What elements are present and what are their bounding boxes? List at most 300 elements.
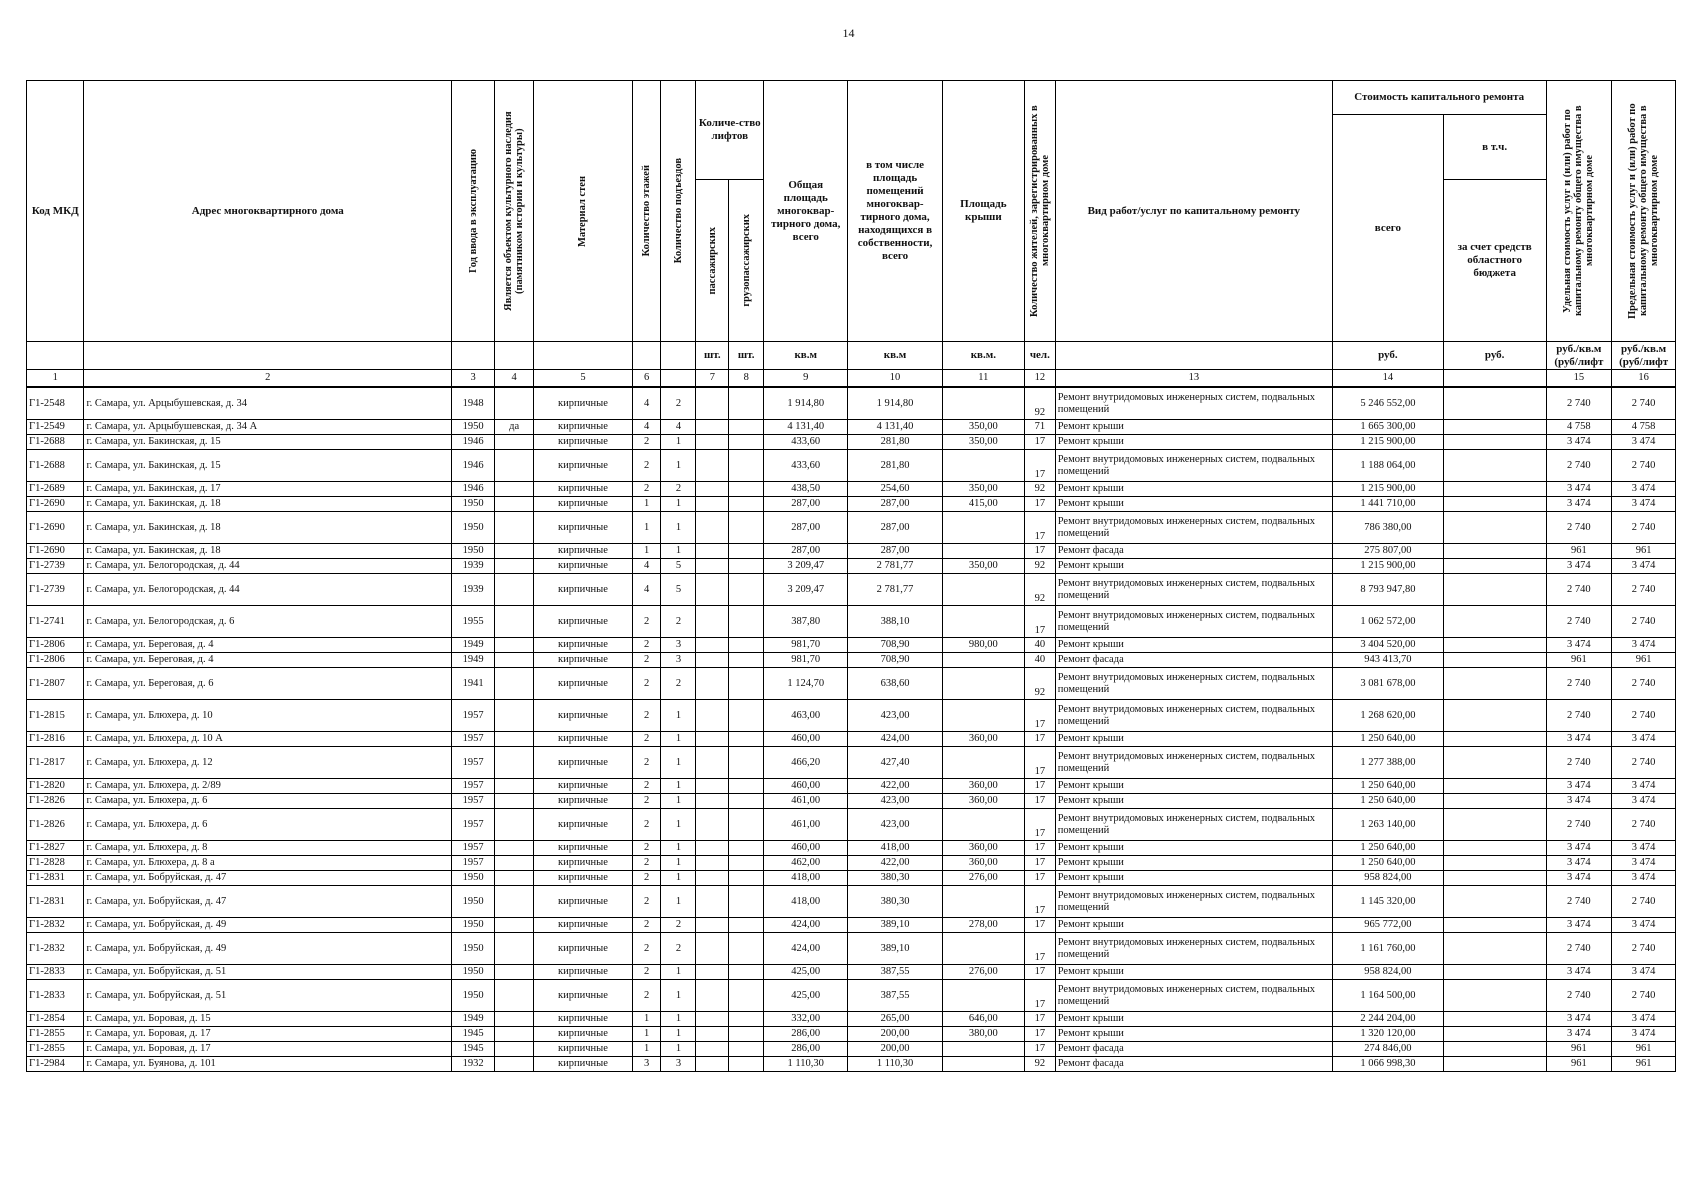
cell-lifts-passenger <box>696 653 729 668</box>
cell-lifts-cargo <box>729 794 764 809</box>
cell-year: 1950 <box>452 918 495 933</box>
cell-area-total: 4 131,40 <box>764 420 848 435</box>
cell-lifts-cargo <box>729 700 764 732</box>
cell-area-total: 438,50 <box>764 482 848 497</box>
cell-area-total: 387,80 <box>764 606 848 638</box>
cell-heritage <box>495 387 534 420</box>
cell-area-owned: 265,00 <box>848 1012 942 1027</box>
cell-address: г. Самара, ул. Бакинская, д. 18 <box>84 544 452 559</box>
table-row <box>27 512 1676 544</box>
cell-area-total: 425,00 <box>764 980 848 1012</box>
cell-floors: 4 <box>632 420 661 435</box>
cell-residents: 92 <box>1024 1057 1055 1072</box>
cell-area-owned: 422,00 <box>848 856 942 871</box>
cell-address: г. Самара, ул. Буянова, д. 101 <box>84 1057 452 1072</box>
table-row <box>27 809 1676 841</box>
cell-address: г. Самара, ул. Блюхера, д. 10 <box>84 700 452 732</box>
cell-code: Г1-2549 <box>27 420 84 435</box>
cell-cost-regional <box>1443 965 1546 980</box>
cell-cost-total: 3 081 678,00 <box>1332 668 1443 700</box>
table-row <box>27 1057 1676 1072</box>
table-row <box>27 638 1676 653</box>
table-row <box>27 1012 1676 1027</box>
cell-floors: 1 <box>632 544 661 559</box>
cell-walls: кирпичные <box>534 1057 633 1072</box>
table-row <box>27 482 1676 497</box>
cell-heritage <box>495 965 534 980</box>
cell-entrances: 2 <box>661 606 696 638</box>
cell-lifts-cargo <box>729 668 764 700</box>
cell-lifts-passenger <box>696 544 729 559</box>
cell-code: Г1-2854 <box>27 1012 84 1027</box>
cell-code: Г1-2739 <box>27 559 84 574</box>
cell-cost-regional <box>1443 574 1546 606</box>
cell-max-cost: 2 740 <box>1612 387 1676 420</box>
cell-lifts-passenger <box>696 1012 729 1027</box>
header-cost-incl: в т.ч. <box>1443 115 1546 180</box>
cell-lifts-cargo <box>729 841 764 856</box>
cell-lifts-passenger <box>696 794 729 809</box>
cell-entrances: 1 <box>661 512 696 544</box>
cell-work-type: Ремонт фасада <box>1055 544 1332 559</box>
column-number-row <box>27 370 1676 388</box>
cell-entrances: 5 <box>661 574 696 606</box>
cell-address: г. Самара, ул. Боровая, д. 17 <box>84 1042 452 1057</box>
cell-entrances: 1 <box>661 700 696 732</box>
cell-area-owned: 638,60 <box>848 668 942 700</box>
cell-floors: 1 <box>632 1027 661 1042</box>
cell-lifts-passenger <box>696 574 729 606</box>
cell-unit-cost: 3 474 <box>1546 871 1612 886</box>
cell-walls: кирпичные <box>534 387 633 420</box>
cell-area-owned: 422,00 <box>848 779 942 794</box>
cell-heritage <box>495 668 534 700</box>
cell-address: г. Самара, ул. Арцыбушевская, д. 34 <box>84 387 452 420</box>
cell-work-type: Ремонт внутридомовых инженерных систем, подвальных помещений <box>1055 574 1332 606</box>
unit-cell <box>1055 342 1332 370</box>
cell-area-total: 981,70 <box>764 653 848 668</box>
table-row <box>27 668 1676 700</box>
cell-area-total: 462,00 <box>764 856 848 871</box>
cell-year: 1957 <box>452 809 495 841</box>
cell-lifts-cargo <box>729 779 764 794</box>
cell-floors: 2 <box>632 435 661 450</box>
header-area-total: Общая площадь многоквар-тирного дома, всего <box>764 81 848 342</box>
cell-roof-area <box>942 809 1024 841</box>
cell-address: г. Самара, ул. Береговая, д. 4 <box>84 653 452 668</box>
cell-address: г. Самара, ул. Бобруйская, д. 49 <box>84 918 452 933</box>
cell-code: Г1-2833 <box>27 965 84 980</box>
cell-unit-cost: 3 474 <box>1546 482 1612 497</box>
cell-residents: 17 <box>1024 965 1055 980</box>
cell-floors: 2 <box>632 933 661 965</box>
cell-max-cost: 4 758 <box>1612 420 1676 435</box>
header-unit-cost: Удельная стоимость услуг и (или) работ по капитальному ремонту общего имущества в многоквартирном доме <box>1546 81 1612 342</box>
cell-area-total: 460,00 <box>764 841 848 856</box>
cell-lifts-cargo <box>729 809 764 841</box>
cell-floors: 1 <box>632 1042 661 1057</box>
cell-floors: 2 <box>632 809 661 841</box>
cell-area-total: 460,00 <box>764 732 848 747</box>
table-row <box>27 856 1676 871</box>
column-number: 7 <box>696 370 729 388</box>
cell-lifts-cargo <box>729 482 764 497</box>
cell-lifts-cargo <box>729 574 764 606</box>
cell-year: 1949 <box>452 638 495 653</box>
cell-roof-area: 415,00 <box>942 497 1024 512</box>
cell-area-total: 418,00 <box>764 886 848 918</box>
cell-floors: 2 <box>632 606 661 638</box>
column-number <box>1443 370 1546 388</box>
cell-address: г. Самара, ул. Блюхера, д. 6 <box>84 809 452 841</box>
cell-area-total: 3 209,47 <box>764 559 848 574</box>
table-row <box>27 841 1676 856</box>
cell-lifts-passenger <box>696 512 729 544</box>
header-heritage: Является объектом культурного наследия (памятником истории и культуры) <box>495 81 534 342</box>
cell-max-cost: 2 740 <box>1612 450 1676 482</box>
cell-walls: кирпичные <box>534 497 633 512</box>
cell-address: г. Самара, ул. Береговая, д. 6 <box>84 668 452 700</box>
cell-walls: кирпичные <box>534 1027 633 1042</box>
cell-area-owned: 281,80 <box>848 435 942 450</box>
header-max-cost: Предельная стоимость услуг и (или) работ по капитальному ремонту общего имущества в многоквартирном доме <box>1612 81 1676 342</box>
cell-cost-total: 1 277 388,00 <box>1332 747 1443 779</box>
cell-floors: 2 <box>632 965 661 980</box>
cell-floors: 2 <box>632 747 661 779</box>
cell-lifts-cargo <box>729 1042 764 1057</box>
cell-unit-cost: 3 474 <box>1546 559 1612 574</box>
cell-max-cost: 961 <box>1612 1042 1676 1057</box>
cell-floors: 4 <box>632 387 661 420</box>
cell-walls: кирпичные <box>534 980 633 1012</box>
cell-lifts-passenger <box>696 638 729 653</box>
cell-address: г. Самара, ул. Бакинская, д. 18 <box>84 512 452 544</box>
cell-area-owned: 380,30 <box>848 871 942 886</box>
cell-area-total: 287,00 <box>764 497 848 512</box>
cell-residents: 92 <box>1024 668 1055 700</box>
cell-area-total: 424,00 <box>764 918 848 933</box>
cell-unit-cost: 2 740 <box>1546 980 1612 1012</box>
cell-area-owned: 1 914,80 <box>848 387 942 420</box>
cell-walls: кирпичные <box>534 841 633 856</box>
header-roof-area: Площадь крыши <box>942 81 1024 342</box>
cell-unit-cost: 3 474 <box>1546 841 1612 856</box>
cell-year: 1957 <box>452 747 495 779</box>
cell-unit-cost: 961 <box>1546 544 1612 559</box>
cell-walls: кирпичные <box>534 809 633 841</box>
cell-entrances: 1 <box>661 841 696 856</box>
cell-lifts-cargo <box>729 606 764 638</box>
cell-cost-total: 1 250 640,00 <box>1332 779 1443 794</box>
cell-cost-regional <box>1443 700 1546 732</box>
cell-residents: 17 <box>1024 794 1055 809</box>
cell-max-cost: 3 474 <box>1612 794 1676 809</box>
cell-entrances: 1 <box>661 886 696 918</box>
cell-cost-total: 1 250 640,00 <box>1332 841 1443 856</box>
cell-cost-regional <box>1443 886 1546 918</box>
header-lifts-passenger: пассажирских <box>696 180 729 342</box>
cell-area-total: 461,00 <box>764 809 848 841</box>
cell-roof-area: 278,00 <box>942 918 1024 933</box>
unit-area-total: кв.м <box>764 342 848 370</box>
cell-roof-area <box>942 574 1024 606</box>
cell-year: 1932 <box>452 1057 495 1072</box>
cell-entrances: 2 <box>661 933 696 965</box>
cell-max-cost: 2 740 <box>1612 700 1676 732</box>
cell-roof-area: 350,00 <box>942 435 1024 450</box>
column-number: 13 <box>1055 370 1332 388</box>
cell-cost-regional <box>1443 1042 1546 1057</box>
cell-area-total: 1 110,30 <box>764 1057 848 1072</box>
cell-residents: 17 <box>1024 1012 1055 1027</box>
cell-cost-total: 1 441 710,00 <box>1332 497 1443 512</box>
cell-year: 1957 <box>452 700 495 732</box>
cell-walls: кирпичные <box>534 732 633 747</box>
cell-walls: кирпичные <box>534 1012 633 1027</box>
cell-roof-area <box>942 747 1024 779</box>
cell-year: 1949 <box>452 1012 495 1027</box>
column-number: 12 <box>1024 370 1055 388</box>
cell-floors: 2 <box>632 794 661 809</box>
table-row <box>27 871 1676 886</box>
cell-address: г. Самара, ул. Бобруйская, д. 49 <box>84 933 452 965</box>
cell-unit-cost: 2 740 <box>1546 574 1612 606</box>
cell-address: г. Самара, ул. Белогородская, д. 6 <box>84 606 452 638</box>
cell-area-owned: 380,30 <box>848 886 942 918</box>
cell-lifts-passenger <box>696 871 729 886</box>
table-row <box>27 544 1676 559</box>
cell-roof-area <box>942 1057 1024 1072</box>
cell-cost-total: 786 380,00 <box>1332 512 1443 544</box>
cell-cost-regional <box>1443 779 1546 794</box>
cell-residents: 17 <box>1024 886 1055 918</box>
cell-address: г. Самара, ул. Бакинская, д. 17 <box>84 482 452 497</box>
cell-work-type: Ремонт фасада <box>1055 1042 1332 1057</box>
cell-cost-total: 1 215 900,00 <box>1332 435 1443 450</box>
cell-roof-area <box>942 544 1024 559</box>
cell-residents: 17 <box>1024 450 1055 482</box>
cell-lifts-passenger <box>696 856 729 871</box>
cell-residents: 17 <box>1024 435 1055 450</box>
cell-roof-area: 350,00 <box>942 559 1024 574</box>
table-row <box>27 1027 1676 1042</box>
header-code: Код МКД <box>27 81 84 342</box>
cell-lifts-cargo <box>729 871 764 886</box>
cell-unit-cost: 2 740 <box>1546 668 1612 700</box>
cell-floors: 2 <box>632 668 661 700</box>
cell-year: 1950 <box>452 886 495 918</box>
cell-max-cost: 2 740 <box>1612 747 1676 779</box>
unit-lifts-passenger: шт. <box>696 342 729 370</box>
cell-work-type: Ремонт внутридомовых инженерных систем, подвальных помещений <box>1055 606 1332 638</box>
cell-year: 1950 <box>452 497 495 512</box>
cell-unit-cost: 3 474 <box>1546 1012 1612 1027</box>
cell-unit-cost: 2 740 <box>1546 809 1612 841</box>
cell-work-type: Ремонт крыши <box>1055 420 1332 435</box>
header-cost-regional: за счет средств областного бюджета <box>1443 180 1546 342</box>
cell-max-cost: 2 740 <box>1612 668 1676 700</box>
cell-cost-total: 958 824,00 <box>1332 965 1443 980</box>
cell-lifts-passenger <box>696 420 729 435</box>
table-row <box>27 965 1676 980</box>
cell-area-owned: 287,00 <box>848 497 942 512</box>
cell-area-owned: 387,55 <box>848 965 942 980</box>
cell-entrances: 2 <box>661 668 696 700</box>
cell-floors: 1 <box>632 497 661 512</box>
cell-work-type: Ремонт фасада <box>1055 1057 1332 1072</box>
cell-heritage <box>495 747 534 779</box>
cell-work-type: Ремонт внутридомовых инженерных систем, подвальных помещений <box>1055 387 1332 420</box>
cell-area-owned: 287,00 <box>848 512 942 544</box>
cell-area-total: 332,00 <box>764 1012 848 1027</box>
cell-code: Г1-2741 <box>27 606 84 638</box>
cell-area-owned: 281,80 <box>848 450 942 482</box>
cell-address: г. Самара, ул. Блюхера, д. 8 а <box>84 856 452 871</box>
cell-work-type: Ремонт крыши <box>1055 435 1332 450</box>
cell-code: Г1-2816 <box>27 732 84 747</box>
cell-year: 1948 <box>452 387 495 420</box>
cell-lifts-cargo <box>729 933 764 965</box>
cell-heritage <box>495 482 534 497</box>
cell-residents: 17 <box>1024 918 1055 933</box>
cell-cost-regional <box>1443 809 1546 841</box>
cell-cost-regional <box>1443 933 1546 965</box>
cell-work-type: Ремонт крыши <box>1055 779 1332 794</box>
cell-address: г. Самара, ул. Блюхера, д. 2/89 <box>84 779 452 794</box>
cell-address: г. Самара, ул. Блюхера, д. 10 А <box>84 732 452 747</box>
cell-cost-regional <box>1443 482 1546 497</box>
cell-unit-cost: 2 740 <box>1546 450 1612 482</box>
cell-area-owned: 424,00 <box>848 732 942 747</box>
cell-unit-cost: 961 <box>1546 1042 1612 1057</box>
cell-roof-area <box>942 886 1024 918</box>
cell-roof-area: 646,00 <box>942 1012 1024 1027</box>
cell-lifts-passenger <box>696 886 729 918</box>
cell-cost-total: 1 161 760,00 <box>1332 933 1443 965</box>
cell-area-owned: 254,60 <box>848 482 942 497</box>
cell-heritage: да <box>495 420 534 435</box>
cell-entrances: 1 <box>661 450 696 482</box>
cell-work-type: Ремонт крыши <box>1055 482 1332 497</box>
cell-area-owned: 2 781,77 <box>848 574 942 606</box>
table-row <box>27 574 1676 606</box>
cell-roof-area <box>942 606 1024 638</box>
cell-work-type: Ремонт внутридомовых инженерных систем, подвальных помещений <box>1055 747 1332 779</box>
cell-area-owned: 708,90 <box>848 638 942 653</box>
cell-max-cost: 2 740 <box>1612 980 1676 1012</box>
header-work-type: Вид работ/услуг по капитальному ремонту <box>1055 81 1332 342</box>
unit-cell <box>661 342 696 370</box>
header-residents: Количество жителей, зарегистрированных в многоквартирном доме <box>1024 81 1055 342</box>
cell-work-type: Ремонт внутридомовых инженерных систем, подвальных помещений <box>1055 700 1332 732</box>
cell-lifts-cargo <box>729 980 764 1012</box>
cell-max-cost: 3 474 <box>1612 856 1676 871</box>
cell-unit-cost: 3 474 <box>1546 965 1612 980</box>
cell-heritage <box>495 638 534 653</box>
cell-floors: 2 <box>632 700 661 732</box>
cell-floors: 1 <box>632 1012 661 1027</box>
cell-code: Г1-2826 <box>27 794 84 809</box>
cell-lifts-passenger <box>696 918 729 933</box>
cell-entrances: 1 <box>661 965 696 980</box>
cell-max-cost: 3 474 <box>1612 732 1676 747</box>
cell-entrances: 2 <box>661 482 696 497</box>
cell-entrances: 1 <box>661 747 696 779</box>
cell-lifts-passenger <box>696 980 729 1012</box>
cell-lifts-cargo <box>729 1027 764 1042</box>
cell-code: Г1-2827 <box>27 841 84 856</box>
cell-floors: 2 <box>632 482 661 497</box>
cell-cost-regional <box>1443 747 1546 779</box>
column-number: 10 <box>848 370 942 388</box>
cell-unit-cost: 2 740 <box>1546 886 1612 918</box>
cell-area-total: 433,60 <box>764 435 848 450</box>
table-row <box>27 700 1676 732</box>
cell-cost-regional <box>1443 1027 1546 1042</box>
cell-lifts-passenger <box>696 450 729 482</box>
cell-walls: кирпичные <box>534 871 633 886</box>
cell-lifts-cargo <box>729 653 764 668</box>
table-row <box>27 933 1676 965</box>
cell-code: Г1-2815 <box>27 700 84 732</box>
cell-cost-total: 1 215 900,00 <box>1332 559 1443 574</box>
cell-entrances: 3 <box>661 638 696 653</box>
cell-address: г. Самара, ул. Белогородская, д. 44 <box>84 559 452 574</box>
cell-area-owned: 389,10 <box>848 933 942 965</box>
cell-roof-area <box>942 933 1024 965</box>
header-year: Год ввода в эксплуатацию <box>452 81 495 342</box>
cell-work-type: Ремонт крыши <box>1055 559 1332 574</box>
cell-code: Г1-2688 <box>27 435 84 450</box>
cell-lifts-passenger <box>696 482 729 497</box>
cell-cost-regional <box>1443 638 1546 653</box>
cell-roof-area: 350,00 <box>942 420 1024 435</box>
cell-heritage <box>495 732 534 747</box>
cell-lifts-passenger <box>696 841 729 856</box>
cell-entrances: 2 <box>661 918 696 933</box>
cell-address: г. Самара, ул. Блюхера, д. 6 <box>84 794 452 809</box>
cell-residents: 17 <box>1024 747 1055 779</box>
cell-lifts-passenger <box>696 559 729 574</box>
cell-code: Г1-2817 <box>27 747 84 779</box>
cell-floors: 4 <box>632 559 661 574</box>
header-lifts-cargo: грузопассажирских <box>729 180 764 342</box>
cell-year: 1941 <box>452 668 495 700</box>
cell-area-owned: 1 110,30 <box>848 1057 942 1072</box>
cell-area-total: 981,70 <box>764 638 848 653</box>
cell-unit-cost: 3 474 <box>1546 918 1612 933</box>
cell-cost-regional <box>1443 1057 1546 1072</box>
cell-entrances: 1 <box>661 779 696 794</box>
cell-year: 1950 <box>452 420 495 435</box>
cell-code: Г1-2820 <box>27 779 84 794</box>
unit-cell <box>27 342 84 370</box>
cell-walls: кирпичные <box>534 512 633 544</box>
cell-max-cost: 3 474 <box>1612 638 1676 653</box>
cell-entrances: 1 <box>661 809 696 841</box>
cell-unit-cost: 3 474 <box>1546 497 1612 512</box>
cell-code: Г1-2548 <box>27 387 84 420</box>
cell-walls: кирпичные <box>534 918 633 933</box>
cell-cost-total: 2 244 204,00 <box>1332 1012 1443 1027</box>
cell-year: 1957 <box>452 779 495 794</box>
cell-unit-cost: 4 758 <box>1546 420 1612 435</box>
cell-unit-cost: 2 740 <box>1546 700 1612 732</box>
cell-cost-total: 1 250 640,00 <box>1332 794 1443 809</box>
cell-floors: 2 <box>632 450 661 482</box>
cell-max-cost: 2 740 <box>1612 933 1676 965</box>
cell-max-cost: 961 <box>1612 653 1676 668</box>
